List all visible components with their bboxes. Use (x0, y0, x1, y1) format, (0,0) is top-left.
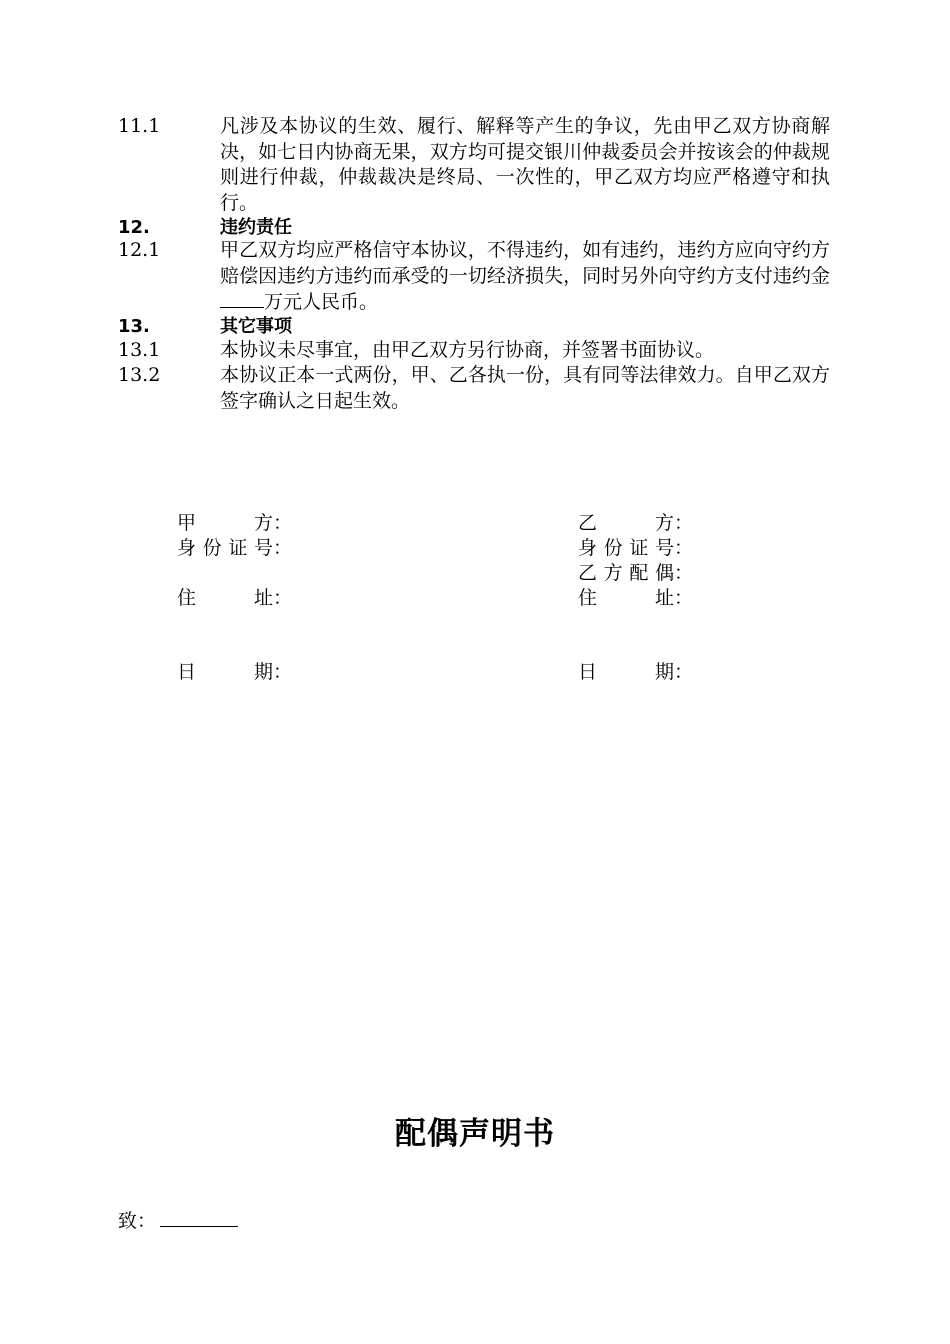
clause-text-before: 甲乙双方均应严格信守本协议，不得违约，如有违约，违约方应向守约方赔偿因违约方违约而承受的一切经济损失，同时另外向守约方支付违约金 (220, 239, 830, 287)
clause-13-1 (118, 338, 838, 364)
party-a-date-field: 日期： (177, 661, 293, 683)
section-12-heading (118, 215, 838, 241)
party-b-address-field: 住址： (578, 587, 694, 609)
section-number: 12. (118, 217, 150, 238)
section-title: 其它事项 (220, 316, 292, 337)
declaration-addressee (118, 1206, 238, 1235)
party-a-id-field: 身份证号： (177, 537, 293, 559)
party-b-spouse-field: 乙方配偶： (578, 562, 694, 584)
clause-text: 凡涉及本协议的生效、履行、解释等产生的争议，先由甲乙双方协商解决，如七日内协商无果，双方均可提交银川仲裁委员会并按该会的仲裁规则进行仲裁，仲裁裁决是终局、一次性的，甲乙双方均应严格遵守和执行。 (220, 115, 830, 214)
clause-number: 12.1 (118, 239, 161, 261)
section-number: 13. (118, 316, 150, 337)
party-b-date-field: 日期： (578, 661, 694, 683)
clause-11-1 (118, 114, 838, 216)
party-a-name-field: 甲方： (177, 512, 293, 534)
clause-number: 13.2 (118, 364, 161, 386)
clause-text (220, 238, 830, 316)
clause-text: 本协议正本一式两份，甲、乙各执一份，具有同等法律效力。自甲乙双方签字确认之日起生效。 (220, 364, 830, 412)
clause-number: 11.1 (118, 115, 161, 137)
clause-12-1 (118, 238, 838, 316)
section-title: 违约责任 (220, 217, 292, 238)
penalty-amount-blank (220, 289, 264, 308)
party-b-name-field: 乙方： (578, 512, 694, 534)
party-a-address-field: 住址： (177, 587, 293, 609)
clause-text-after: 万元人民币。 (264, 291, 379, 313)
clause-13-2 (118, 363, 838, 414)
clause-text: 本协议未尽事宜，由甲乙双方另行协商，并签署书面协议。 (220, 339, 715, 361)
section-13-heading (118, 314, 838, 340)
clause-number: 13.1 (118, 339, 161, 361)
declaration-title: 配偶声明书 (395, 1116, 555, 1152)
addressee-label: 致： (118, 1210, 157, 1232)
addressee-blank (160, 1206, 238, 1227)
party-b-id-field: 身份证号： (578, 537, 694, 559)
